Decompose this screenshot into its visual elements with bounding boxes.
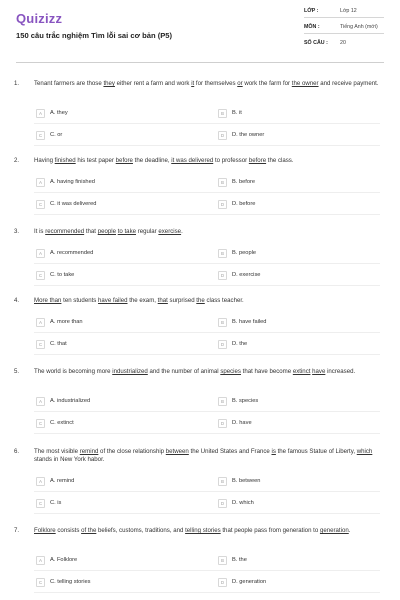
underlined-segment: industrialized xyxy=(112,368,148,375)
text-segment: consists xyxy=(55,527,82,534)
text-segment: the United States and France xyxy=(188,448,272,455)
question-text xyxy=(34,448,380,465)
option-label: B. it xyxy=(232,109,242,116)
option-label: B. species xyxy=(232,397,259,404)
underlined-segment: is xyxy=(271,448,276,455)
quizizz-logo: Quizizz xyxy=(16,11,63,26)
text-segment: . xyxy=(181,228,183,235)
underlined-segment: telling stories xyxy=(185,527,221,534)
underlined-segment: of the xyxy=(81,527,97,534)
text-segment: the deadline, xyxy=(132,157,172,164)
option-letter-box: B xyxy=(218,178,227,187)
option-label: A. more than xyxy=(50,318,83,325)
option-letter-box: B xyxy=(218,397,227,406)
option-row-divider xyxy=(34,145,380,146)
text-segment: The most visible xyxy=(34,448,80,455)
text-segment: that people pass from generation to xyxy=(220,527,320,534)
option-letter-box: A xyxy=(36,109,45,118)
question-text xyxy=(34,368,380,376)
underlined-segment: the owner xyxy=(291,80,319,87)
option-label: D. which xyxy=(232,499,254,506)
option-letter-box: D xyxy=(218,499,227,508)
text-segment: that xyxy=(84,228,98,235)
meta-count-value: 20 xyxy=(340,40,346,46)
divider xyxy=(304,33,384,34)
underlined-segment: generation xyxy=(319,527,349,534)
option-letter-box: A xyxy=(36,318,45,327)
question-number: 1. xyxy=(14,80,20,87)
option-label: C. extinct xyxy=(50,419,74,426)
option-letter-box: B xyxy=(218,477,227,486)
meta-subject-value: Tiếng Anh (mới) xyxy=(340,24,378,30)
option-letter-box: C xyxy=(36,200,45,209)
underlined-segment: between xyxy=(165,448,189,455)
option-label: A. they xyxy=(50,109,68,116)
text-segment: Tenant farmers are those xyxy=(34,80,104,87)
option-label: A. Folklore xyxy=(50,556,78,563)
underlined-segment: before xyxy=(115,157,133,164)
question-number: 4. xyxy=(14,297,20,304)
text-segment: Having xyxy=(34,157,55,164)
underlined-segment: extinct xyxy=(292,368,311,375)
option-letter-box: C xyxy=(36,271,45,280)
option-letter-box: D xyxy=(218,578,227,587)
underlined-segment: which xyxy=(356,448,373,455)
underlined-segment: before xyxy=(248,157,267,164)
option-label: D. the xyxy=(232,340,248,347)
text-segment: the famous Statue of Liberty, xyxy=(275,448,357,455)
option-letter-box: C xyxy=(36,419,45,428)
underlined-segment: it xyxy=(191,80,195,87)
option-letter-box: B xyxy=(218,249,227,258)
question-number: 3. xyxy=(14,228,20,235)
option-row-divider xyxy=(34,332,380,333)
underlined-segment: More than xyxy=(34,297,62,304)
option-row-divider xyxy=(34,433,380,434)
underlined-segment: people xyxy=(97,228,117,235)
option-row-divider xyxy=(34,263,380,264)
text-segment: It is xyxy=(34,228,46,235)
text-segment: the exam, xyxy=(127,297,158,304)
option-row-divider xyxy=(34,491,380,492)
option-letter-box: D xyxy=(218,200,227,209)
option-label: C. is xyxy=(50,499,62,506)
underlined-segment: recommended xyxy=(45,228,85,235)
underlined-segment: finished xyxy=(54,157,76,164)
option-label: C. that xyxy=(50,340,67,347)
option-letter-box: A xyxy=(36,178,45,187)
option-label: A. having finished xyxy=(50,178,95,185)
option-letter-box: C xyxy=(36,131,45,140)
option-letter-box: A xyxy=(36,556,45,565)
question-text xyxy=(34,527,380,535)
question-text xyxy=(34,157,380,165)
underlined-segment: that xyxy=(157,297,168,304)
option-label: D. before xyxy=(232,200,256,207)
meta-count-label: SỐ CÂU : xyxy=(304,40,328,46)
text-segment: for themselves xyxy=(194,80,238,87)
underlined-segment: or xyxy=(237,80,243,87)
underlined-segment: remind xyxy=(79,448,99,455)
question-text xyxy=(34,228,380,236)
meta-class-label: LỚP : xyxy=(304,8,319,14)
question-number: 6. xyxy=(14,448,20,455)
text-segment: beliefs, customs, traditions, and xyxy=(96,527,186,534)
text-segment: that have become xyxy=(240,368,293,375)
underlined-segment: species xyxy=(220,368,241,375)
option-letter-box: A xyxy=(36,397,45,406)
option-label: B. the xyxy=(232,556,247,563)
underlined-segment: Folklore xyxy=(34,527,56,534)
option-row-divider xyxy=(34,192,380,193)
option-label: D. have xyxy=(232,419,252,426)
meta-subject-label: MÔN : xyxy=(304,24,320,30)
question-text xyxy=(34,80,380,88)
underlined-segment: to take xyxy=(117,228,137,235)
option-letter-box: D xyxy=(218,419,227,428)
option-letter-box: D xyxy=(218,271,227,280)
underlined-segment: have xyxy=(312,368,326,375)
option-label: A. recommended xyxy=(50,249,94,256)
text-segment: either rent a farm and work xyxy=(114,80,192,87)
option-row-divider xyxy=(34,285,380,286)
text-segment: surprised xyxy=(167,297,197,304)
question-number: 5. xyxy=(14,368,20,375)
option-row-divider xyxy=(34,411,380,412)
text-segment: The world is becoming more xyxy=(34,368,113,375)
text-segment: the class. xyxy=(266,157,294,164)
underlined-segment: it was delivered xyxy=(171,157,214,164)
option-label: C. it was delivered xyxy=(50,200,97,207)
option-row-divider xyxy=(34,354,380,355)
text-segment: his test paper xyxy=(75,157,116,164)
option-letter-box: C xyxy=(36,578,45,587)
option-label: B. between xyxy=(232,477,261,484)
option-letter-box: B xyxy=(218,556,227,565)
option-letter-box: D xyxy=(218,131,227,140)
underlined-segment: they xyxy=(103,80,115,87)
option-letter-box: D xyxy=(218,340,227,349)
question-text xyxy=(34,297,380,305)
option-letter-box: B xyxy=(218,318,227,327)
text-segment: . xyxy=(348,527,351,534)
header-divider xyxy=(16,62,384,63)
option-label: C. to take xyxy=(50,271,75,278)
option-label: C. or xyxy=(50,131,63,138)
option-label: D. exercise xyxy=(232,271,261,278)
text-segment: ten students xyxy=(61,297,99,304)
option-row-divider xyxy=(34,570,380,571)
text-segment: of the close relationship xyxy=(98,448,166,455)
page-header xyxy=(0,0,400,64)
text-segment: to professor xyxy=(213,157,249,164)
option-letter-box: A xyxy=(36,477,45,486)
option-letter-box: A xyxy=(36,249,45,258)
option-row-divider xyxy=(34,513,380,514)
option-label: A. industrialized xyxy=(50,397,91,404)
text-segment: and receive payment. xyxy=(318,80,379,87)
option-row-divider xyxy=(34,123,380,124)
question-number: 2. xyxy=(14,157,20,164)
text-segment: regular xyxy=(136,228,159,235)
text-segment: and the number of animal xyxy=(147,368,221,375)
option-label: D. generation xyxy=(232,578,267,585)
option-letter-box: B xyxy=(218,109,227,118)
option-label: B. people xyxy=(232,249,257,256)
underlined-segment: exercise xyxy=(158,228,182,235)
underlined-segment: have failed xyxy=(98,297,128,304)
text-segment: stands in New York habor. xyxy=(34,456,105,464)
text-segment: increased. xyxy=(325,368,356,375)
option-label: C. telling stories xyxy=(50,578,91,585)
option-row-divider xyxy=(34,214,380,215)
text-segment: class teacher. xyxy=(204,297,244,304)
text-segment: work the farm for xyxy=(242,80,292,87)
option-label: A. remind xyxy=(50,477,75,484)
option-row-divider xyxy=(34,592,380,593)
option-label: B. have failed xyxy=(232,318,267,325)
question-number: 7. xyxy=(14,527,20,534)
option-label: B. before xyxy=(232,178,256,185)
option-letter-box: C xyxy=(36,499,45,508)
option-letter-box: C xyxy=(36,340,45,349)
option-label: D. the owner xyxy=(232,131,265,138)
meta-class-value: Lớp 12 xyxy=(340,8,357,14)
document-title: 150 câu trắc nghiệm Tìm lỗi sai cơ bản (P5) xyxy=(16,31,173,40)
divider xyxy=(304,17,384,18)
underlined-segment: the xyxy=(196,297,205,304)
